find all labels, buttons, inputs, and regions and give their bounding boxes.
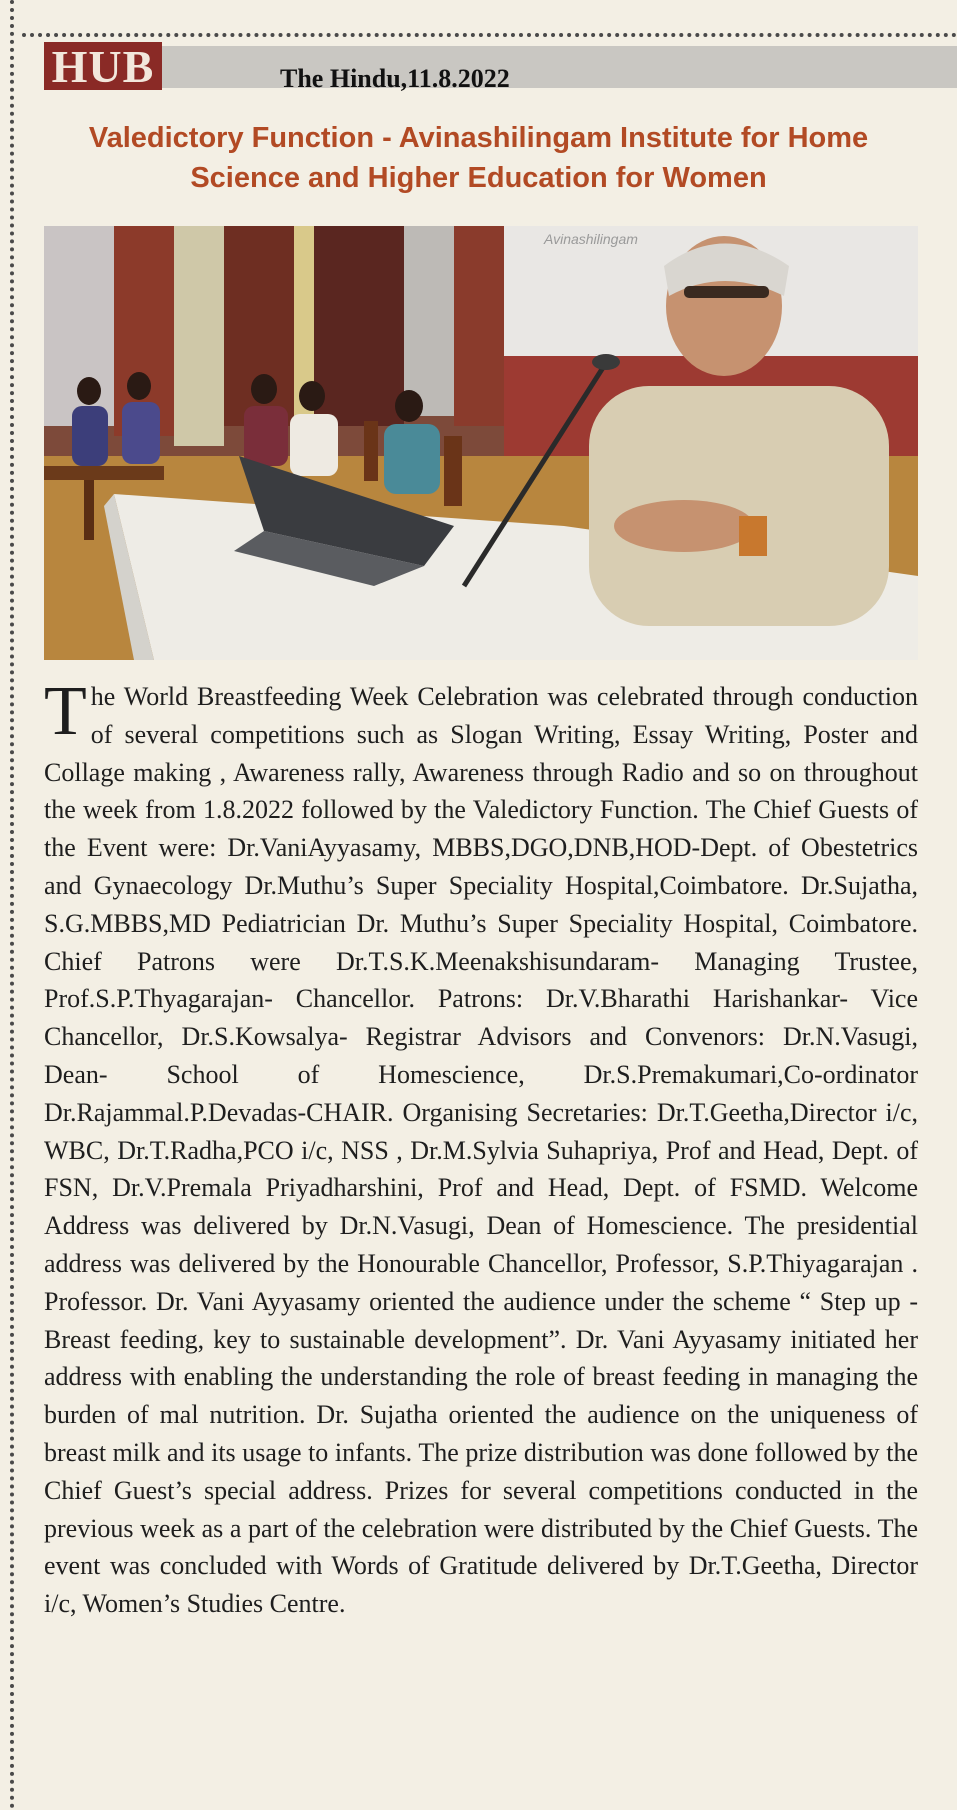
event-photo	[44, 226, 918, 660]
backdrop-text: Avinashilingam	[544, 231, 638, 247]
dotted-border-top	[22, 33, 957, 37]
headline-line-1: Valedictory Function - Avinashilingam Institute for Home	[88, 122, 869, 154]
dotted-border-left	[10, 0, 14, 1810]
headline	[40, 118, 917, 198]
drop-cap: T	[44, 673, 87, 750]
section-label: HUB	[44, 42, 162, 90]
source-citation: The Hindu,11.8.2022	[280, 64, 510, 93]
article-body	[44, 673, 918, 1623]
headline-line-2: Science and Higher Education for Women	[190, 162, 767, 194]
article-text: he World Breastfeeding Week Celebration was celebrated through conduction of several competitions such as Slogan Writing, Essay Writing, Poster and Collage making , Awareness rally, Awareness through Radio and so on throughout the week from 1.8.2022 followed by the Valedictory Function. The Chief Guests of the Event were: Dr.VaniAyyasamy, MBBS,DGO,DNB,HOD-Dept. of Obestetrics and Gynaecology Dr.Muthu’s Super Speciality Hospital,Coimbatore. Dr.Sujatha, S.G.MBBS,MD Pediatrician Dr. Muthu’s Super Speciality Hospital, Coimbatore. Chief Patrons were Dr.T.S.K.Meenakshisundaram- Managing Trustee, Prof.S.P.Thyagarajan- Chancellor. Patrons: Dr.V.Bharathi Harishankar- Vice Chancellor, Dr.S.Kowsalya- Registrar Advisors and Convenors: Dr.N.Vasugi, Dean- School of Homescience, Dr.S.Premakumari,Co-ordinator Dr.Rajammal.P.Devadas-CHAIR. Organising Secretaries: Dr.T.Geetha,Director i/c, WBC, Dr.T.Radha,PCO i/c, NSS , Dr.M.Sylvia Suhapriya, Prof and Head, Dept. of FSN, Dr.V.Premala Priyadharshini, Prof and Head, Dept. of FSMD. Welcome Address was delivered by Dr.N.Vasugi, Dean of Homescience. The presidential address was delivered by the Honourable Chancellor, Professor, S.P.Thiyagarajan . Professor. Dr. Vani Ayyasamy oriented the audience under the scheme “ Step up - Breast feeding, key to sustainable development”. Dr. Vani Ayyasamy initiated her address with enabling the understanding the role of breast feeding in managing the burden of mal nutrition. Dr. Sujatha oriented the audience on the uniqueness of breast milk and its usage to infants. The prize distribution was done followed by the Chief Guest’s special address. Prizes for several competitions conducted in the previous week as a part of the celebration were distributed by the Chief Guests. The event was concluded with Words of Gratitude delivered by Dr.T.Geetha, Director i/c, Women’s Studies Centre.	[44, 682, 918, 1619]
